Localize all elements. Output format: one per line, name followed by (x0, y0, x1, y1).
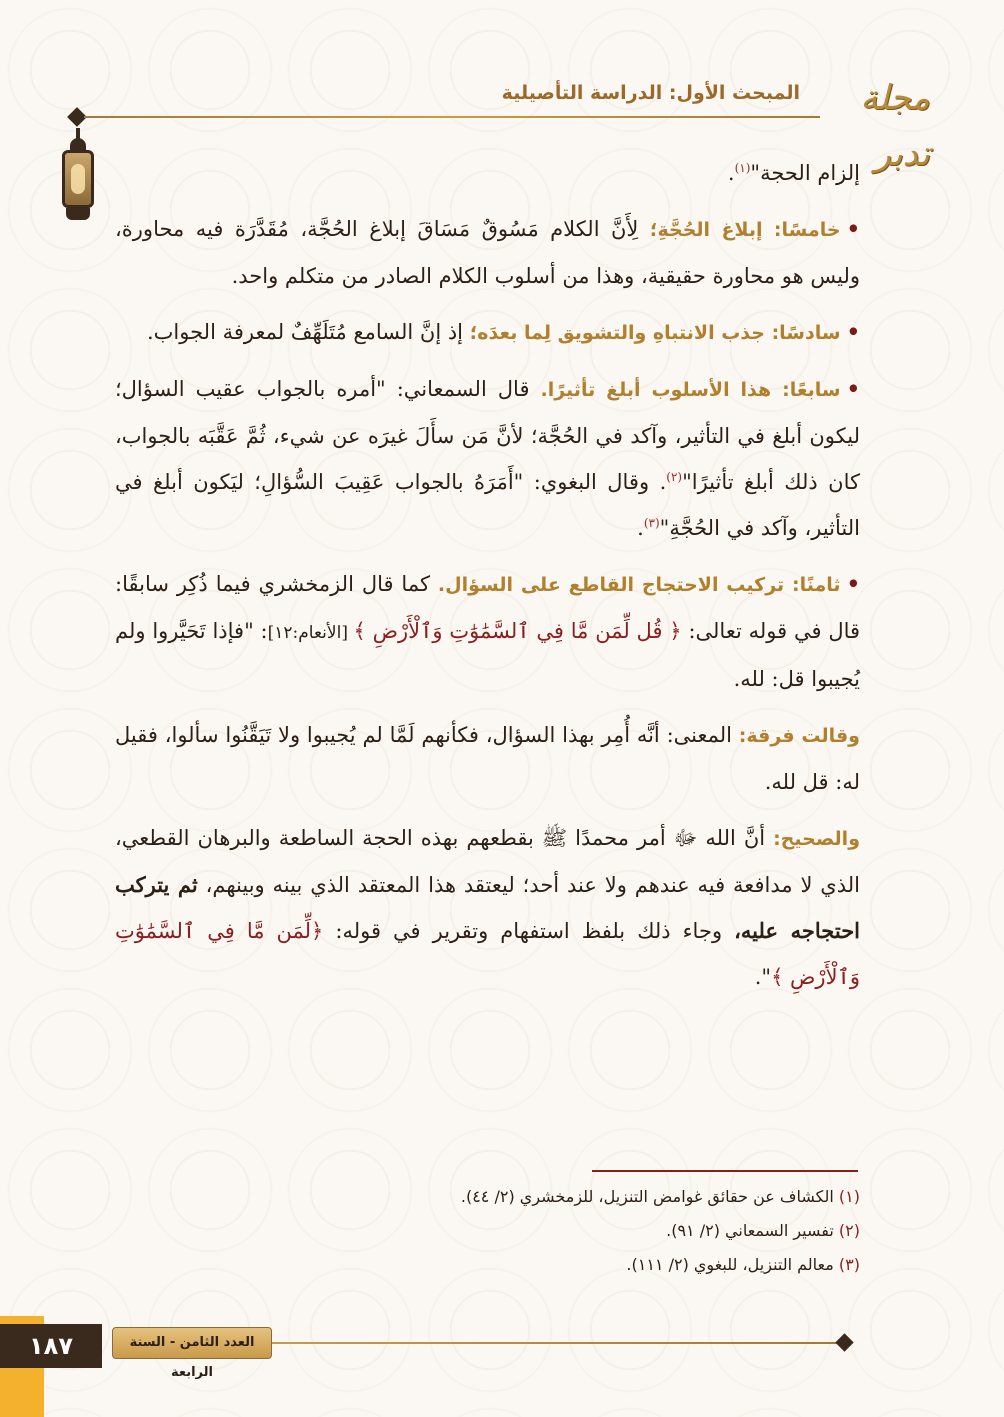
correct-text-cont: وجاء ذلك بلفظ استفهام وتقرير في قوله: (323, 919, 735, 943)
point-text: قال السمعاني: "أمره بالجواب عقيب السؤال؛ ليكون أبلغ في التأثير، وآكد في الحُجَّة؛ لأنَّ مَن سأَلَ غيرَه عن شيء، ثُمَّ عَقَّبَه بالجواب، كان ذلك أبلغ تأثيرًا" (115, 377, 861, 494)
footnote-text: الكشاف عن حقائق غوامض التنزيل، للزمخشري (٢/ ٤٤). (460, 1187, 839, 1206)
paragraph-seventh (115, 366, 860, 551)
quran-verse: ﴿لِّمَن مَّا فِي ٱلسَّمَٰوَٰتِ وَٱلْأَرْضِ ﴾ (115, 919, 860, 989)
footnote-number: (٢) (838, 1221, 860, 1240)
footer-diamond-ornament-icon (835, 1333, 853, 1351)
footer-rule (272, 1342, 842, 1344)
footnote-number: (١) (838, 1187, 860, 1206)
bullet-icon: • (846, 319, 860, 344)
running-head: المبحث الأول: الدراسة التأصيلية (501, 82, 800, 104)
paragraph-opinion (115, 712, 860, 805)
punct: ". (754, 965, 772, 989)
footnote-text: معالم التنزيل، للبغوي (٢/ ١١١). (626, 1255, 839, 1274)
point-label: خامسًا: إبلاغ الحُجَّةِ؛ (649, 219, 841, 241)
paragraph-correct (115, 815, 860, 1000)
header-rule (84, 116, 820, 118)
main-text (115, 150, 860, 1010)
footnotes (115, 1180, 860, 1282)
emphasis-text: ثم يتركب احتجاجه عليه، (115, 872, 861, 943)
opinion-label: وقالت فرقة: (738, 725, 860, 747)
footnote-item (115, 1248, 860, 1282)
verse-reference: [الأنعام:١٢] (267, 623, 354, 643)
paragraph-fifth (115, 206, 860, 299)
point-text: كما قال الزمخشري فيما ذُكِر سابقًا: قال في قوله تعالى: (115, 572, 861, 643)
point-label: سابعًا: هذا الأسلوب أبلغ تأثيرًا. (540, 379, 841, 401)
bullet-icon: • (846, 216, 860, 241)
point-label: ثامنًا: تركيب الاحتجاج القاطع على السؤال. (437, 574, 841, 596)
bullet-icon: • (846, 571, 860, 596)
punct: . (637, 516, 644, 540)
opinion-text: المعنى: أنَّه أُمِر بهذا السؤال، فكأنهم لَمَّا لم يُجيبوا ولا تَيَقَّنُوا سألوا، فقيل له: قل لله. (115, 723, 860, 794)
footnote-ref-1[interactable]: (١) (734, 161, 751, 175)
quran-verse: ﴿ قُل لِّمَن مَّا فِي ٱلسَّمَٰوَٰتِ وَٱلْأَرْضِ ﴾ (353, 619, 682, 643)
lantern-icon (58, 138, 98, 224)
paragraph-0 (115, 150, 860, 196)
paragraph-eighth (115, 561, 860, 702)
issue-badge: العدد الثامن - السنة الرابعة (112, 1327, 272, 1359)
footnote-ref-2[interactable]: (٢) (666, 470, 683, 484)
bullet-icon: • (846, 376, 861, 401)
footnote-item (115, 1180, 860, 1214)
correct-text: أنَّ الله ﷻ أمر محمدًا ﷺ بقطعهم بهذه الحجة الساطعة والبرهان القطعي، الذي لا مدافعة فيه عندهم ولا عند أحد؛ ليعتقد هذا المعتقد الذي بينه وبينهم، (115, 826, 860, 897)
footnote-number: (٣) (838, 1255, 860, 1274)
text: إلزام الحجة" (750, 161, 860, 185)
punct: . (727, 161, 735, 185)
paragraph-sixth (115, 309, 860, 356)
footnote-ref-3[interactable]: (٣) (643, 516, 660, 530)
page-footer (0, 1316, 1004, 1417)
point-text: لِأَنَّ الكلام مَسُوقٌ مَسَاقَ إبلاغ الحُجَّة، مُقَدَّرَة فيه محاورة، وليس هو محاورة حقيقية، وهذا من أسلوب الكلام الصادر من متكلم واحد. (115, 217, 860, 288)
journal-logo: مجلة تدبر (860, 78, 930, 174)
footnote-divider (592, 1170, 858, 1172)
point-text: إذ إنَّ السامع مُتَلَهِّفٌ لمعرفة الجواب. (146, 320, 470, 344)
point-text-cont: : "فإذا تَحَيَّروا ولم يُجيبوا قل: لله. (115, 619, 860, 691)
correct-label: والصحيح: (773, 828, 860, 850)
point-label: سادسًا: جذب الانتباهِ والتشويق لِما بعدَه؛ (469, 322, 841, 344)
footnote-item (115, 1214, 860, 1248)
page-number: ١٨٧ (0, 1324, 102, 1368)
point-text-cont: . وقال البغوي: "أَمَرَهُ بالجواب عَقِيبَ السُّؤالِ؛ ليَكون أبلغ في التأثير، وآكد في الحُجَّةِ" (115, 470, 860, 540)
footnote-text: تفسير السمعاني (٢/ ٩١). (666, 1221, 839, 1240)
